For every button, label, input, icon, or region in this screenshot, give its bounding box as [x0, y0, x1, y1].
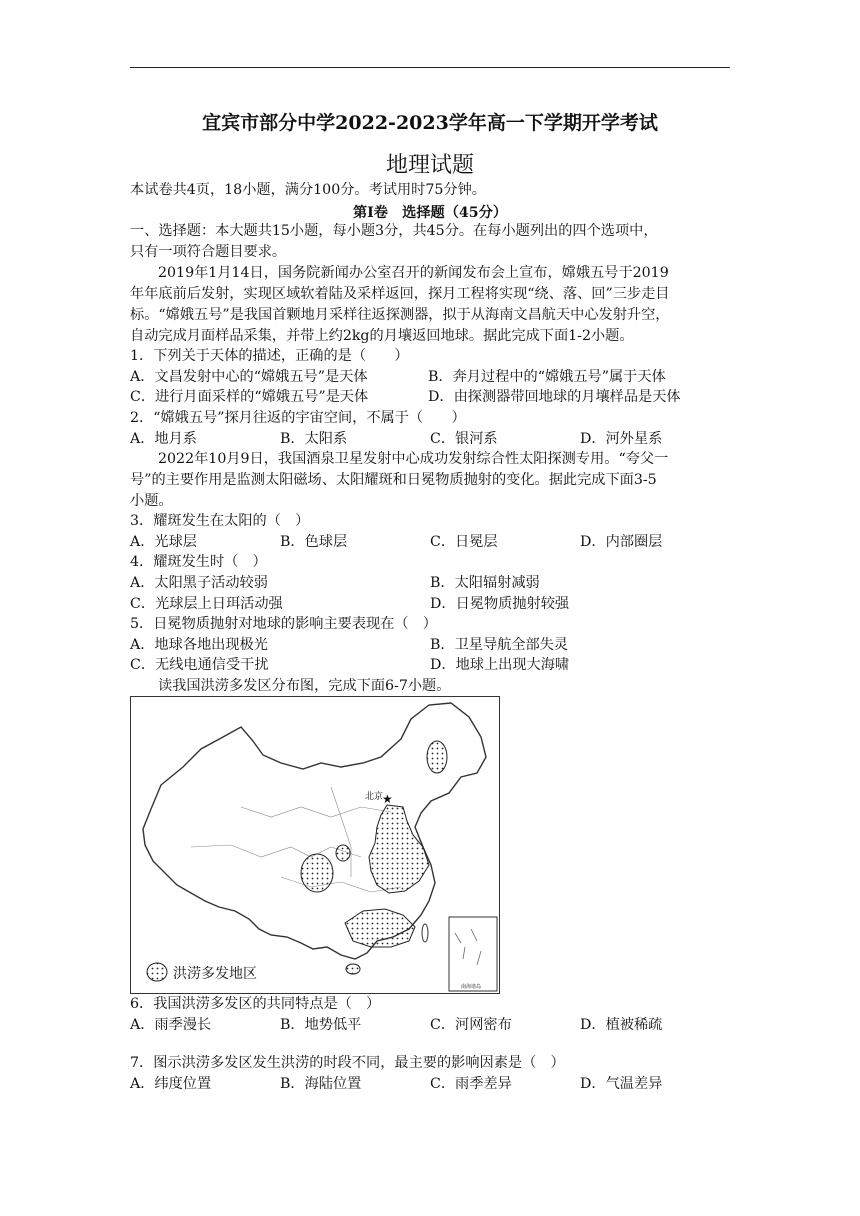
q1-option-d: D．由探测器带回地球的月壤样品是天体	[428, 389, 681, 405]
passage2-line1: 2022年10月9日，我国酒泉卫星发射中心成功发射综合性太阳探测专用。“夸父一	[158, 451, 669, 467]
section-heading: 第Ⅰ卷 选择题（45分）	[352, 205, 508, 221]
beijing-star-icon: ★	[382, 792, 393, 806]
flood-zone-central	[336, 845, 350, 861]
q2-option-a: A．地月系	[130, 431, 197, 447]
q2-stem: 2．“嫦娥五号”探月往返的宇宙空间，不属于（ ）	[130, 410, 466, 426]
q5-option-b: B．卫星导航全部失灵	[430, 637, 569, 653]
q3-stem: 3．耀斑发生在太阳的（ ）	[130, 513, 310, 529]
q6-option-d: D．植被稀疏	[580, 1017, 663, 1033]
flood-map	[130, 696, 500, 994]
q3-option-b: B．色球层	[280, 534, 348, 550]
q2-option-c: C．银河系	[430, 431, 498, 447]
q6-stem: 6．我国洪涝多发区的共同特点是（ ）	[130, 996, 381, 1012]
taiwan-island	[422, 924, 428, 942]
q7-stem: 7．图示洪涝多发区发生洪涝的时段不同，最主要的影响因素是（ ）	[130, 1055, 565, 1071]
legend-swatch	[147, 963, 167, 981]
q6-option-b: B．地势低平	[280, 1017, 362, 1033]
q6-option-a: A．雨季漫长	[130, 1017, 212, 1033]
south-china-sea-inset	[449, 917, 497, 991]
q4-option-b: B．太阳辐射减弱	[430, 575, 540, 591]
q4-stem: 4．耀斑发生时（ ）	[130, 554, 267, 570]
section-instructions-2: 只有一项符合题目要求。	[130, 244, 287, 260]
header-rule	[130, 67, 730, 68]
passage2-line3: 小题。	[130, 493, 173, 509]
map-legend-label: 洪涝多发地区	[173, 966, 257, 982]
q7-option-c: C．雨季差异	[430, 1076, 512, 1092]
map-intro: 读我国洪涝多发区分布图，完成下面6-7小题。	[158, 678, 451, 694]
q4-option-d: D．日冕物质抛射较强	[430, 596, 570, 612]
exam-title: 宜宾市部分中学2022-2023学年高一下学期开学考试	[202, 112, 658, 134]
inset-label: 南海诸岛	[461, 984, 482, 990]
q7-option-b: B．海陆位置	[280, 1076, 362, 1092]
q5-option-d: D．地球上出现大海啸	[430, 657, 570, 673]
q2-option-d: D．河外星系	[580, 431, 663, 447]
flood-zone-northeast	[427, 741, 447, 773]
q6-option-c: C．河网密布	[430, 1017, 512, 1033]
q5-option-a: A．地球各地出现极光	[130, 637, 268, 653]
flood-map-graphic	[131, 697, 499, 993]
beijing-label: 北京	[365, 792, 384, 802]
q1-option-b: B．奔月过程中的“嫦娥五号”属于天体	[428, 369, 666, 385]
passage1-line3: 标。“嫦娥五号”是我国首颗地月采样往返探测器，拟于从海南文昌航天中心发射升空，	[130, 307, 670, 323]
q7-option-a: A．纬度位置	[130, 1076, 212, 1092]
hainan-island	[346, 964, 360, 974]
q3-option-a: A．光球层	[130, 534, 197, 550]
exam-subtitle: 地理试题	[385, 153, 474, 178]
q5-option-c: C．无线电通信受干扰	[130, 657, 269, 673]
passage1-line4: 自动完成月面样品采集，并带上约2kg的月壤返回地球。据此完成下面1-2小题。	[130, 328, 634, 344]
q1-stem: 1．下列关于天体的描述，正确的是（ ）	[130, 348, 409, 364]
q7-option-d: D．气温差异	[580, 1076, 663, 1092]
q1-option-c: C．进行月面采样的“嫦娥五号”是天体	[130, 389, 369, 405]
q4-option-c: C．光球层上日珥活动强	[130, 596, 283, 612]
q3-option-c: C．日冕层	[430, 534, 498, 550]
q1-option-a: A．文昌发射中心的“嫦娥五号”是天体	[130, 369, 368, 385]
passage2-line2: 号”的主要作用是监测太阳磁场、太阳耀斑和日冕物质抛射的变化。据此完成下面3-5	[130, 472, 657, 488]
passage1-line2: 年年底前后发射，实现区域软着陆及采样返回，探月工程将实现“绕、落、回”三步走目	[130, 286, 670, 302]
passage1-line1: 2019年1月14日，国务院新闻办公室召开的新闻发布会上宣布，嫦娥五号于2019	[158, 265, 669, 281]
q3-option-d: D．内部圈层	[580, 534, 663, 550]
exam-info: 本试卷共4页，18小题，满分100分。考试用时75分钟。	[130, 182, 486, 198]
q4-option-a: A．太阳黑子活动较弱	[130, 575, 268, 591]
q2-option-b: B．太阳系	[280, 431, 348, 447]
section-instructions-1: 一、选择题：本大题共15小题，每小题3分，共45分。在每小题列出的四个选项中，	[130, 223, 658, 239]
q5-stem: 5．日冕物质抛射对地球的影响主要表现在（ ）	[130, 616, 437, 632]
flood-zone-sichuan	[301, 854, 333, 892]
